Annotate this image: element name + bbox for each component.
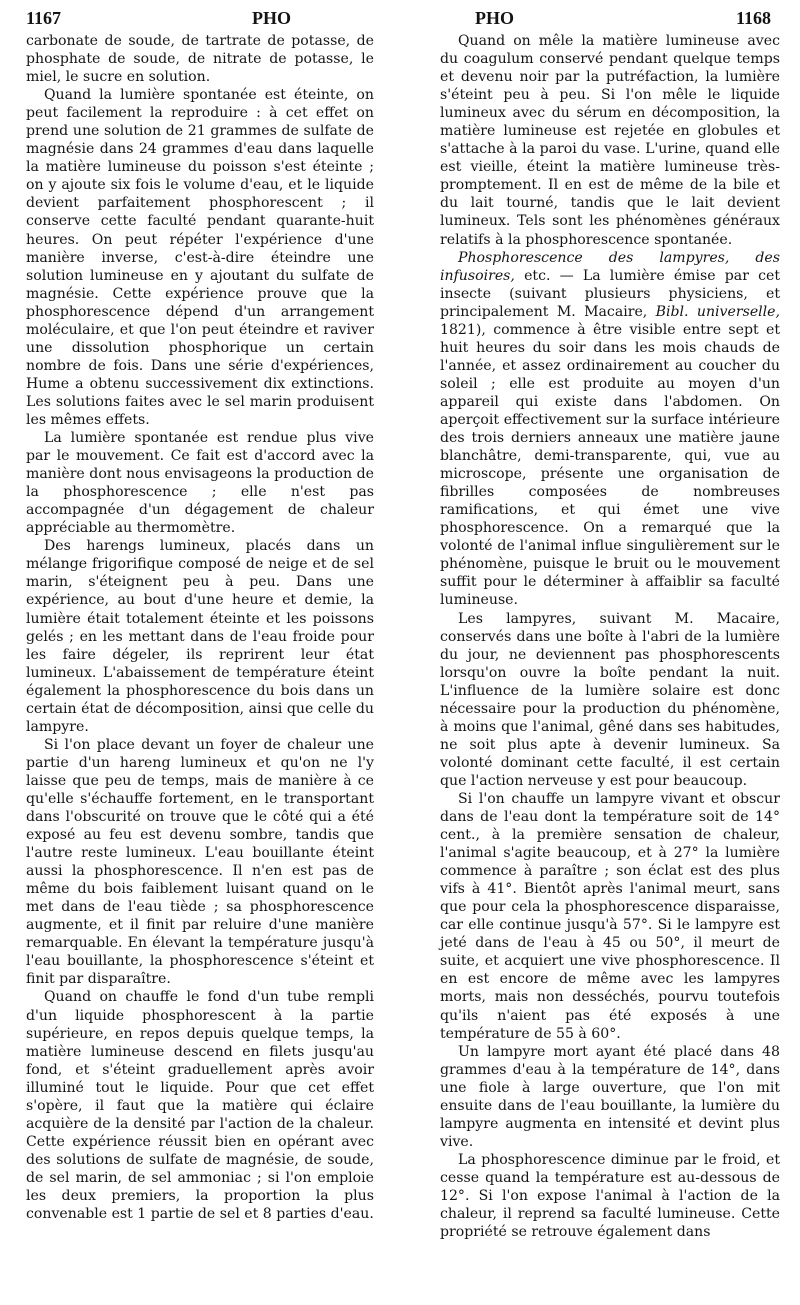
left-running-head: PHO bbox=[252, 8, 291, 28]
paragraph-text: etc. — La lumière émise par cet insecte (suivant plusieurs physiciens, et principalement M. Macaire, bbox=[440, 267, 780, 320]
paragraph-lampyres bbox=[440, 249, 780, 610]
paragraph: La phosphorescence diminue par le froid, et cesse quand la température est au-dessous de 12°. Si l'on expose l'animal à l'action de la chaleur, il reprend sa faculté lumineuse. Cette propriété se retrouve également dans bbox=[440, 1151, 780, 1241]
right-column bbox=[440, 32, 780, 1241]
right-running-head: PHO bbox=[475, 8, 514, 28]
paragraph: Quand on chauffe le fond d'un tube rempli d'un liquide phosphorescent à la partie supérieure, en repos depuis quelque temps, la matière lumineuse descend en filets jusqu'au fond, et s'éteint graduellement après avoir illuminé tout le liquide. Pour que cet effet s'opère, il faut que la matière qui éclaire acquière de la densité par l'action de la chaleur. Cette expérience réussit bien en opérant avec des solutions de sulfate de magnésie, de soude, de sel marin, de sel ammoniac ; si l'on emploie les deux premiers, la proportion la plus convenable est 1 partie de sel et 8 parties d'eau. bbox=[26, 989, 374, 1223]
left-page-number: 1167 bbox=[26, 8, 62, 28]
right-page-number: 1168 bbox=[735, 8, 771, 28]
paragraph: La lumière spontanée est rendue plus vive par le mouvement. Ce fait est d'accord avec la manière dont nous envisageons la production de la phosphorescence ; elle n'est pas accompagnée d'un dégagement de chaleur appréciable au thermomètre. bbox=[26, 430, 374, 537]
left-column bbox=[26, 32, 374, 1223]
paragraph: Des harengs lumineux, placés dans un mélange frigorifique composé de neige et de sel marin, s'éteignent peu à peu. Dans une expérience, au bout d'une heure et demie, la lumière était totalement éteinte et les poissons gelés ; en les mettant dans de l'eau froide pour les faire dégeler, ils reprirent leur état lumineux. L'abaissement de température éteint également la phosphorescence du bois dans un certain état de décomposition, ainsi que celle du lampyre. bbox=[26, 538, 374, 735]
bibliographic-reference: Bibl. universelle, bbox=[655, 303, 780, 320]
paragraph: carbonate de soude, de tartrate de potasse, de phosphate de soude, de nitrate de potasse, le miel, le sucre en solution. bbox=[26, 33, 374, 86]
paragraph: Un lampyre mort ayant été placé dans 48 grammes d'eau à la température de 14°, dans une fiole à large ouverture, que l'on mit ensuite dans de l'eau bouillante, la lumière du lampyre augmenta en intensité et devint plus vive. bbox=[440, 1043, 780, 1150]
paragraph: Quand la lumière spontanée est éteinte, on peut facilement la reproduire : à cet effet on prend une solution de 21 grammes de sulfate de magnésie dans 24 grammes d'eau dans laquelle la matière lumineuse du poisson s'est éteinte ; on y ajoute six fois le volume d'eau, et le liquide devient parfaitement phosphorescent ; il conserve cette faculté pendant quarante-huit heures. On peut répéter l'expérience d'une manière inverse, c'est-à-dire éteindre une solution lumineuse en y ajoutant du sulfate de magnésie. Cette expérience prouve que la phosphorescence dépend d'un arrangement moléculaire, et que l'on peut éteindre et raviver une dissolution phosphorique un certain nombre de fois. Dans une série d'expériences, Hume a obtenu successivement dix extinctions. Les solutions faites avec le sel marin produisent les mêmes effets. bbox=[26, 87, 374, 428]
paragraph: Quand on mêle la matière lumineuse avec du coagulum conservé pendant quelque temps et devenu noir par la putréfaction, la lumière s'éteint peu à peu. Si l'on mêle le liquide lumineux avec du sérum en décomposition, la matière lumineuse est rejetée en globules et s'attache à la paroi du vase. L'urine, quand elle est vieille, éteint la matière lumineuse très-promptement. Il en est de même de la bile et du lait tourné, tandis que le lait devient lumineux. Tels sont les phénomènes généraux relatifs à la phosphorescence spontanée. bbox=[440, 33, 780, 248]
section-title: Phosphorescence des lampyres, des infusoires, bbox=[440, 249, 780, 284]
paragraph: Les lampyres, suivant M. Macaire, conservés dans une boîte à l'abri de la lumière du jour, ne deviennent pas phosphorescents lorsqu'on ouvre la boîte pendant la nuit. L'influence de la lumière solaire est donc nécessaire pour la production du phénomène, à moins que l'animal, gêné dans ses habitudes, ne soit plus apte à devenir lumineux. Sa volonté dominant cette faculté, il est certain que l'action nerveuse y est pour beaucoup. bbox=[440, 610, 780, 789]
paragraph: Si l'on place devant un foyer de chaleur une partie d'un hareng lumineux et qu'on ne l'y laisse que peu de temps, mais de manière à ce qu'elle s'échauffe fortement, en le transportant dans l'obscurité on trouve que le côté qui a été exposé au feu est devenu sombre, tandis que l'autre reste lumineux. L'eau bouillante éteint aussi la phosphorescence. Il n'en est pas de même du bois faiblement luisant quand on le met dans de l'eau tiède ; sa phosphorescence augmente, et il finit par reluire d'une manière remarquable. En élevant la température jusqu'à l'eau bouillante, la phosphorescence s'éteint et finit par disparaître. bbox=[26, 736, 374, 988]
paragraph-text: 1821), commence à être visible entre sept et huit heures du soir dans les mois chauds de l'année, et assez ordinairement au coucher du soleil ; elle est produite au moyen d'un appareil qui existe dans l'abdomen. On aperçoit effectivement sur la surface intérieure des trois derniers anneaux une matière jaune blanchâtre, demi-transparente, qui, vue au microscope, présente une organisation de fibrilles composées de nombreuses ramifications, et qui émet une vive phosphorescence. On a remarqué que la volonté de l'animal influe singulièrement sur le phénomène, puisque le bruit ou le mouvement suffit pour le déterminer à affaiblir sa faculté lumineuse. bbox=[440, 321, 780, 609]
paragraph: Si l'on chauffe un lampyre vivant et obscur dans de l'eau dont la température soit de 14° cent., à la première sensation de chaleur, l'animal s'agite beaucoup, et à 27° la lumière commence à paraître ; son éclat est des plus vifs à 41°. Bientôt après l'animal meurt, sans que pour cela la phosphorescence disparaisse, car elle continue jusqu'à 57°. Si le lampyre est jeté dans de l'eau à 45 ou 50°, il meurt de suite, et acquiert une vive phosphorescence. Il en est encore de même avec les lampyres morts, mais non desséchés, pourvu toutefois qu'ils n'aient pas été exposés à une température de 55 à 60°. bbox=[440, 790, 780, 1042]
